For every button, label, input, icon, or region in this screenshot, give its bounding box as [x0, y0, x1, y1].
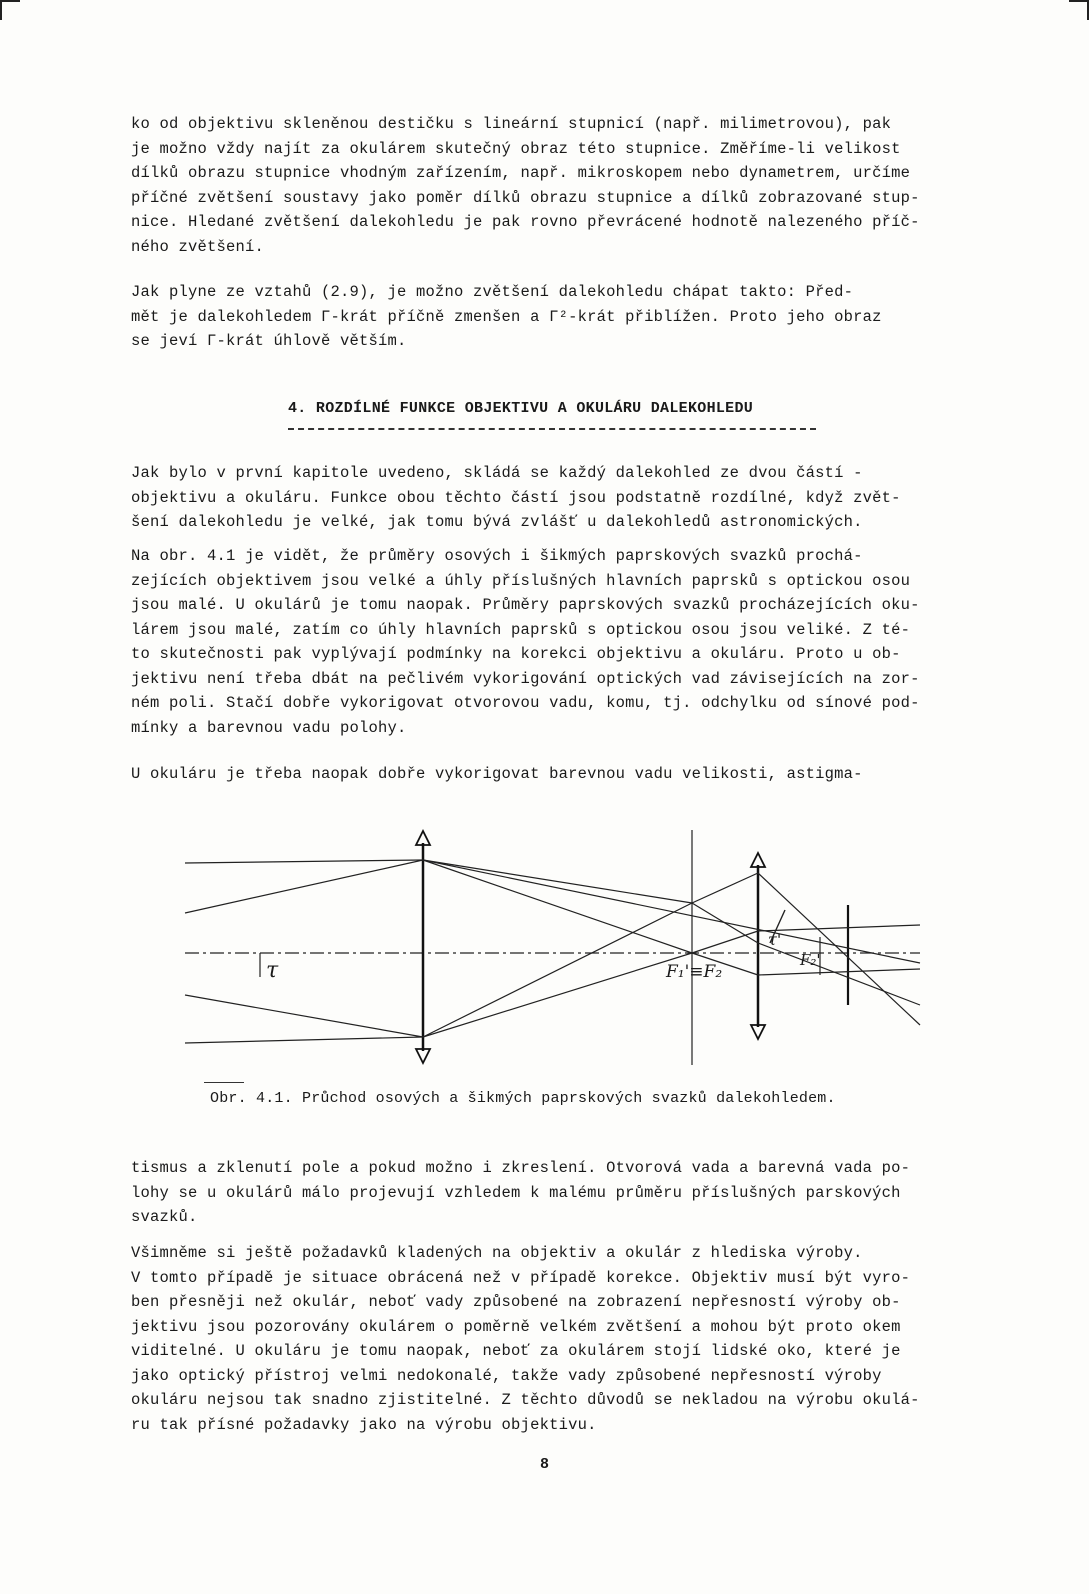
figure-ref-line: mínky a barevnou vadu polohy.: [131, 718, 407, 737]
paragraph-eyepiece-start: [131, 762, 981, 787]
section-heading: 4. ROZDÍLNÉ FUNKCE OBJEKTIVU A OKULÁRU DALEKOHLEDU: [288, 400, 754, 417]
figure-4-1-diagram: [180, 825, 940, 1075]
label-focus-eyepiece: F₂': [800, 951, 821, 969]
manufacturing-line: okuláru nejsou tak snadno zjistitelné. Z těchto důvodů se nekladou na výrobu okulá-: [131, 1391, 920, 1409]
intro-line: dílků obrazu stupnice vhodným zařízením, např. mikroskopem nebo dynametrem, určíme: [131, 164, 911, 182]
manufacturing-line: viditelné. U okuláru je tomu naopak, neboť za okulárem stojí lidské oko, které je: [131, 1342, 901, 1360]
page-number: 8: [540, 1456, 550, 1473]
figure-ref-line: ném poli. Stačí dobře vykorigovat otvorovou vadu, komu, tj. odchylku od sínové pod-: [131, 694, 920, 712]
intro-line: ko od objektivu skleněnou destičku s lineární stupnicí (např. milimetrovou), pak: [131, 115, 892, 133]
eyepiece-end-line: tismus a zklenutí pole a pokud možno i zkreslení. Otvorová vada a barevná vada po-: [131, 1159, 911, 1177]
paragraph-figure-ref: [131, 544, 981, 740]
figure-ref-line: Na obr. 4.1 je vidět, že průměry osových i šikmých paprskových svazků prochá-: [131, 547, 863, 565]
intro-line: je možno vždy najít za okulárem skutečný obraz této stupnice. Změříme-li velikost: [131, 139, 901, 158]
label-tau: τ: [266, 958, 279, 983]
figure-ref-line: jsou malé. U okulárů je tomu naopak. Průměry paprskových svazků procházejících oku-: [131, 596, 920, 614]
manufacturing-line: jako optický přístroj velmi nedokonalé, takže vady způsobené nepřesností výroby: [131, 1366, 882, 1385]
figure-ref-line: zejících objektivem jsou velké a úhly příslušných hlavních paprsků s optickou osou: [131, 571, 911, 590]
manufacturing-line: ben přesněji než okulár, neboť vady způsobené na zobrazení nepřesností výroby ob-: [131, 1293, 901, 1311]
paragraph-manufacturing: [131, 1241, 981, 1437]
paragraph-relation: [131, 280, 981, 354]
label-focus-joint: F₁'≡F₂: [666, 962, 723, 982]
eyepiece-start-line: U okuláru je třeba naopak dobře vykorigovat barevnou vadu velikosti, astigma-: [131, 765, 863, 783]
eyepiece-arrow-bottom: [751, 1025, 765, 1039]
paragraph-chapter: [131, 461, 981, 535]
page-corner-mark: [1069, 0, 1089, 20]
intro-line: příčné zvětšení soustavy jako poměr dílků obrazu stupnice a dílků zobrazované stup-: [131, 188, 920, 207]
manufacturing-line: V tomto případě je situace obrácená než v případě korekce. Objektiv musí být vyro-: [131, 1268, 911, 1287]
intro-line: ného zvětšení.: [131, 237, 265, 256]
eyepiece-arrow-top: [751, 853, 765, 867]
figure-ref-line: to skutečnosti pak vyplývají podmínky na korekci objektivu a okuláru. Proto u ob-: [131, 645, 901, 663]
relation-line: se jeví Γ-krát úhlově větším.: [131, 332, 407, 350]
heading-underline: [288, 428, 816, 430]
manufacturing-line: Všimněme si ještě požadavků kladených na objektiv a okulár z hlediska výroby.: [131, 1244, 863, 1262]
caption-mark: [204, 1082, 244, 1083]
chapter-line: šení dalekohledu je velké, jak tomu bývá zvlášť u dalekohledů astronomických.: [131, 513, 863, 531]
oblique-beam: [185, 860, 920, 1037]
eyepiece-end-line: svazků.: [131, 1208, 198, 1226]
figure-ref-line: jektivu není třeba dbát na pečlivém vykorigování optických vad závisejících na zor-: [131, 669, 920, 688]
paragraph-intro: [131, 112, 981, 259]
figure-ref-line: lárem jsou malé, zatím co úhly hlavních paprsků s optickou osou jsou veliké. Z té-: [131, 620, 911, 639]
eyepiece-end-line: lohy se u okulárů málo projevují vzhledem k malému průměru příslušných parskových: [131, 1183, 901, 1202]
chapter-line: objektivu a okuláru. Funkce obou těchto částí jsou podstatně rozdílné, když zvět-: [131, 488, 901, 507]
intro-line: nice. Hledané zvětšení dalekohledu je pak rovno převrácené hodnotě nalezeného příč-: [131, 213, 920, 231]
relation-line: Jak plyne ze vztahů (2.9), je možno zvětšení dalekohledu chápat takto: Před-: [131, 283, 854, 301]
label-tau-prime: τ': [768, 930, 782, 949]
relation-line: mět je dalekohledem Γ-krát příčně zmenšen a Γ²-krát přiblížen. Proto jeho obraz: [131, 307, 882, 326]
chapter-line: Jak bylo v první kapitole uvedeno, skládá se každý dalekohled ze dvou částí -: [131, 464, 863, 482]
page-corner-mark: [0, 0, 20, 20]
manufacturing-line: ru tak přísné požadavky jako na výrobu objektivu.: [131, 1415, 597, 1434]
objective-arrow-bottom: [416, 1049, 430, 1063]
figure-caption: Obr. 4.1. Průchod osových a šikmých paprskových svazků dalekohledem.: [210, 1090, 836, 1107]
manufacturing-line: jektivu jsou pozorovány okulárem o poměrně velkém zvětšení a mohou být proto okem: [131, 1317, 901, 1336]
paragraph-eyepiece-end: [131, 1156, 981, 1230]
objective-arrow-top: [416, 831, 430, 845]
